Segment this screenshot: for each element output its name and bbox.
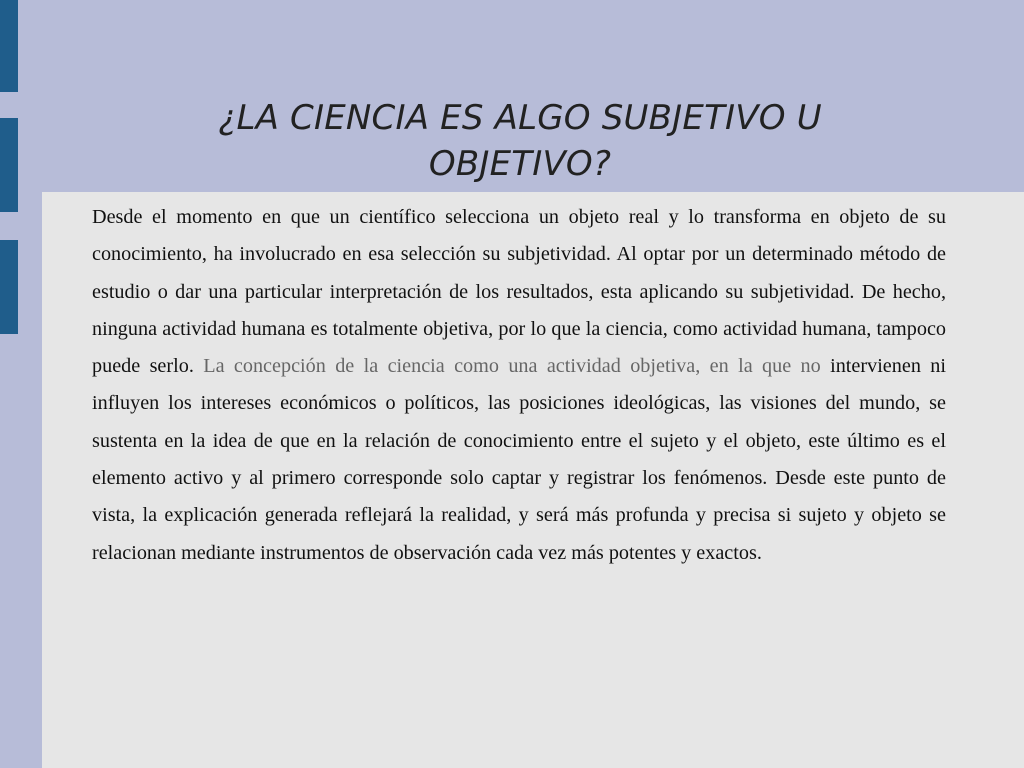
left-accent-bar-3 bbox=[0, 240, 18, 334]
slide-title-line-2: OBJETIVO? bbox=[428, 144, 612, 184]
body-paragraph bbox=[92, 199, 946, 572]
left-accent-bar-1 bbox=[0, 0, 18, 92]
body-text-highlight: La concepción de la ciencia como una actividad objetiva, en la que no bbox=[203, 355, 821, 378]
left-accent-bar-2 bbox=[0, 118, 18, 212]
slide-title-line-1: ¿LA CIENCIA ES ALGO SUBJETIVO U bbox=[218, 98, 822, 138]
body-text-part-1: Desde el momento en que un científico selecciona un objeto real y lo transforma en objeto de su conocimiento, ha involucrado en esa selección su subjetividad. Al optar por un determinado método de estudio o dar una particular interpretación de los resultados, esta aplicando su subjetividad. De hecho, ninguna actividad humana es totalmente objetiva, por lo que la ciencia, como actividad humana, tampoco puede serlo. bbox=[92, 206, 946, 378]
slide-title bbox=[120, 95, 920, 187]
body-text-part-2: intervienen ni influyen los intereses económicos o políticos, las posiciones ideológicas, las visiones del mundo, se sustenta en la idea de que en la relación de conocimiento entre el sujeto y el objeto, este último es el elemento activo y al primero corresponde solo captar y registrar los fenómenos. Desde este punto de vista, la explicación generada reflejará la realidad, y será más profunda y precisa si sujeto y objeto se relacionan mediante instrumentos de observación cada vez más potentes y exactos. bbox=[92, 355, 946, 564]
